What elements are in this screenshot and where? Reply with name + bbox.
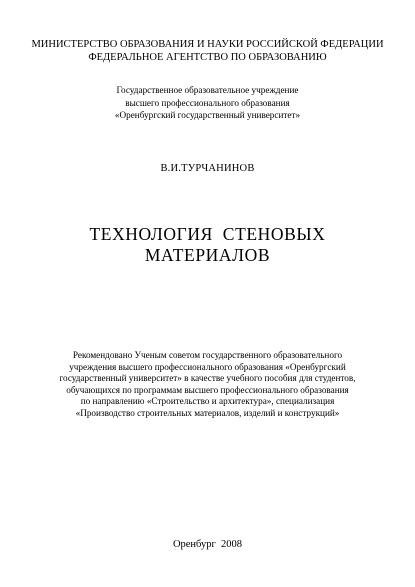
institution-line: высшего профессионального образования (125, 97, 290, 108)
agency-line: ФЕДЕРАЛЬНОЕ АГЕНТСТВО ПО ОБРАЗОВАНИЮ (88, 52, 327, 63)
ministry-line: МИНИСТЕРСТВО ОБРАЗОВАНИЯ И НАУКИ РОССИЙСКОЙ ФЕДЕРАЦИИ (31, 39, 384, 50)
recommendation-line: обучающихся по программам высшего профессионального образования (66, 384, 349, 395)
recommendation-text (0, 350, 415, 420)
title-line: МАТЕРИАЛОВ (144, 245, 271, 265)
institution-line: Государственное образовательное учреждение (116, 85, 299, 95)
institution-line: «Оренбургский государственный университет» (114, 110, 301, 120)
ministry-header (0, 38, 415, 64)
book-title (0, 224, 415, 266)
recommendation-line: государственный университет» в качестве учебного пособия для студентов, (59, 373, 356, 384)
recommendation-line: по направлению «Строительство и архитектура», специализация (80, 396, 335, 407)
recommendation-line: Рекомендовано Ученым советом государственного образовательного (72, 350, 343, 360)
institution-block (0, 84, 415, 122)
author-name: В.И.ТУРЧАНИНОВ (160, 163, 255, 174)
recommendation-line: учреждения высшего профессионального образования «Оренбургский (69, 361, 346, 372)
title-line: ТЕХНОЛОГИЯ СТЕНОВЫХ (89, 224, 326, 244)
recommendation-line: «Производство строительных материалов, изделий и конструкций» (75, 407, 340, 418)
city-year: Оренбург 2008 (172, 539, 243, 550)
